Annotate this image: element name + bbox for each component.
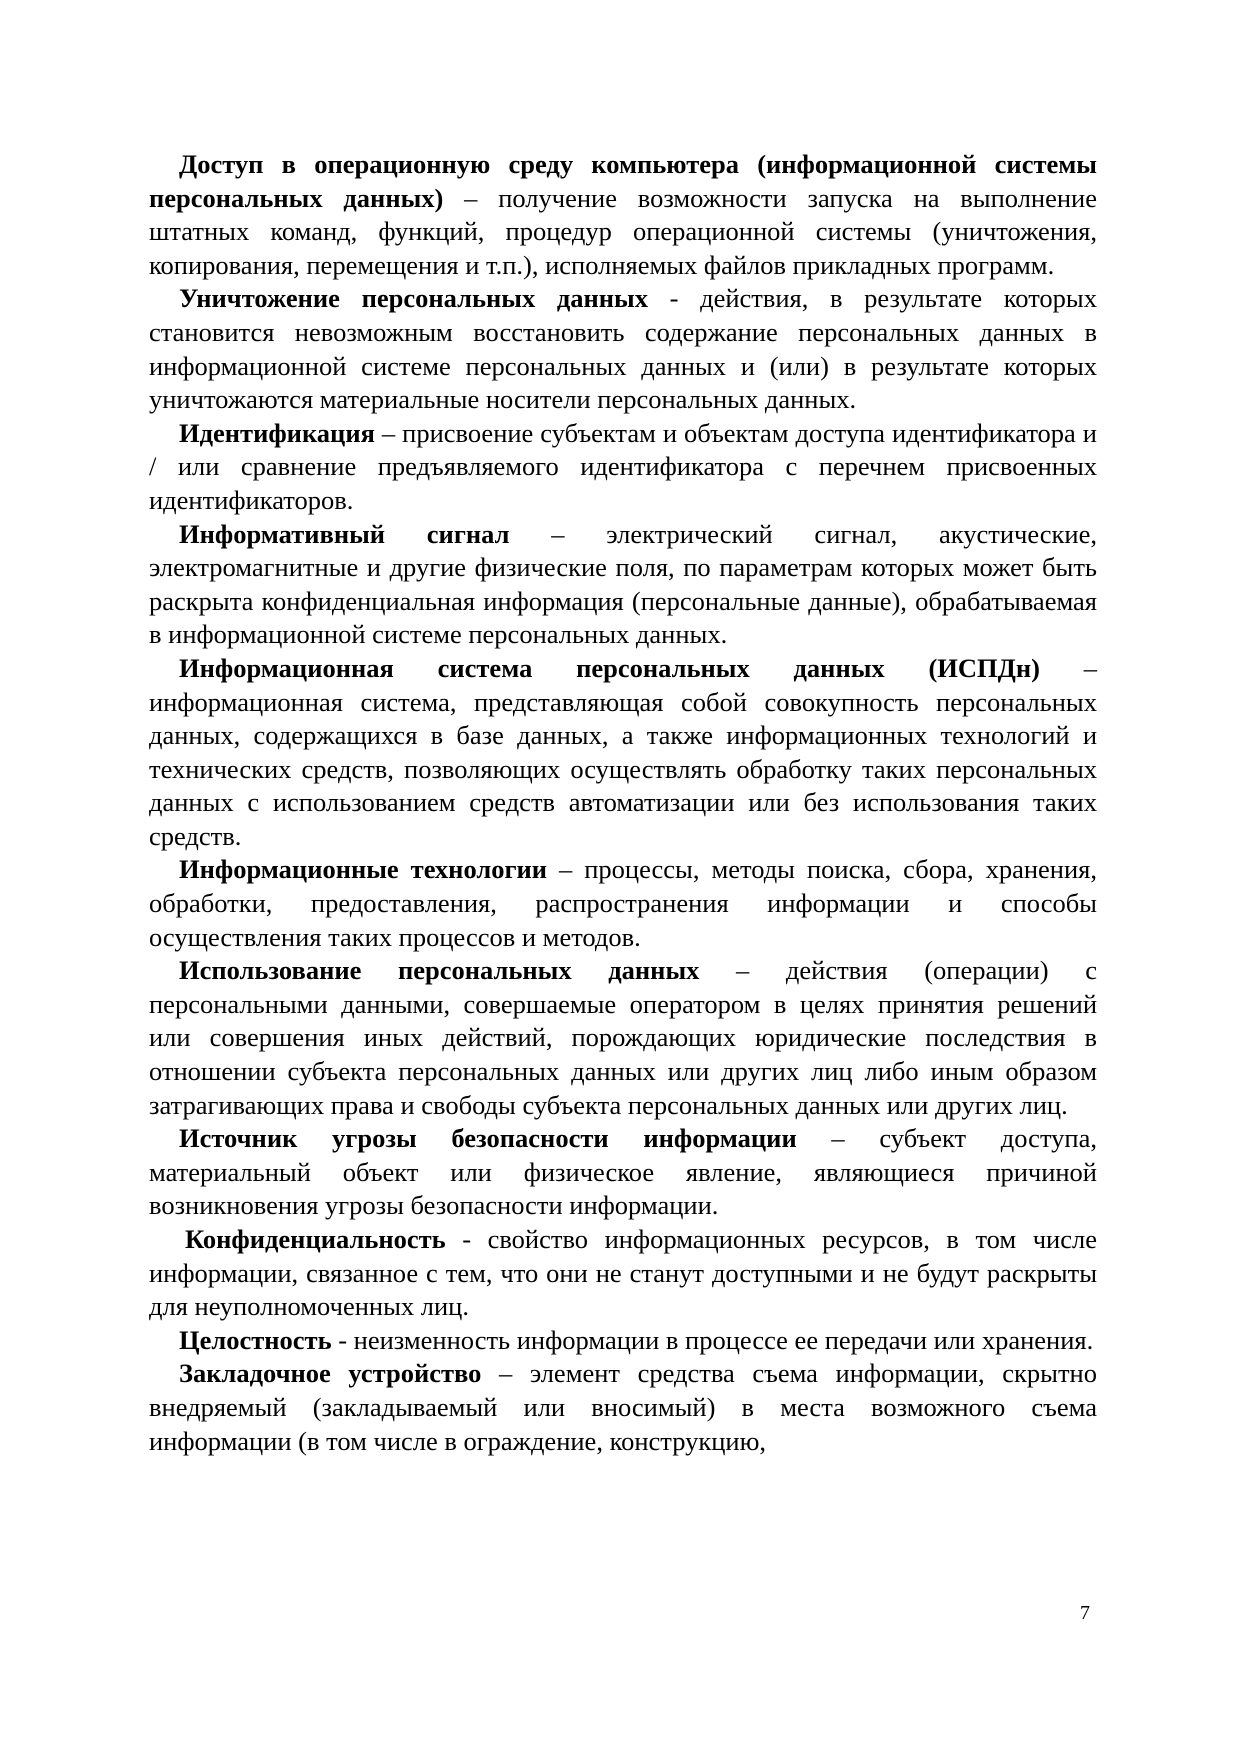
- definition-destruction: [149, 282, 1097, 416]
- term-identification: Идентификация: [179, 417, 375, 448]
- definition-threat-source: [149, 1122, 1097, 1223]
- definition-ispdn: [149, 652, 1097, 854]
- term-destruction: Уничтожение персональных данных: [179, 283, 648, 314]
- term-informative-signal: Информативный сигнал: [179, 518, 510, 549]
- term-confidentiality: Конфиденциальность: [185, 1224, 446, 1254]
- definition-text-data-usage: – действия (операции) с персональными данными, совершаемые оператором в целях принятия решений или совершения иных действий, порождающих юридические последствия в отношении субъекта персональных данных или других лиц либо иным образом затрагивающих права и свободы субъекта персональных данных или других лиц.: [149, 955, 1097, 1120]
- definition-integrity: [149, 1324, 1097, 1358]
- document-body: [149, 148, 1097, 1458]
- definition-text-access-os: – получение возможности запуска на выполнение штатных команд, функций, процедур операционной системы (уничтожения, копирования, перемещения и т.п.), исполняемых файлов прикладных программ.: [149, 182, 1097, 280]
- term-access-os: Доступ в операционную среду компьютера (информационной системы персональных данных): [149, 149, 1097, 213]
- term-threat-source: Источник угрозы безопасности информации: [179, 1123, 797, 1154]
- definition-access-os: [149, 148, 1097, 282]
- page-number: 7: [1080, 1602, 1090, 1624]
- definition-text-information-technologies: – процессы, методы поиска, сбора, хранения, обработки, предоставления, распространения информации и способы осуществления таких процессов и методов.: [149, 854, 1097, 952]
- definition-data-usage: [149, 954, 1097, 1122]
- term-information-technologies: Информационные технологии: [179, 854, 548, 885]
- definition-text-threat-source: – субъект доступа, материальный объект или физическое явление, являющиеся причиной возникновения угрозы безопасности информации.: [149, 1123, 1097, 1221]
- definition-embedded-device: [149, 1357, 1097, 1458]
- definition-informative-signal: [149, 518, 1097, 652]
- definition-information-technologies: [149, 853, 1097, 954]
- term-data-usage: Использование персональных данных: [179, 955, 700, 986]
- term-ispdn: Информационная система персональных данных (ИСПДн): [179, 652, 1040, 683]
- definition-text-embedded-device: – элемент средства съема информации, скрытно внедряемый (закладываемый или вносимый) в места возможного съема информации (в том числе в ограждение, конструкцию,: [149, 1358, 1097, 1456]
- definition-identification: [149, 417, 1097, 518]
- definition-text-ispdn: – информационная система, представляющая собой совокупность персональных данных, содержащихся в базе данных, а также информационных технологий и технических средств, позволяющих осуществлять обработку таких персональных данных с использованием средств автоматизации или без использования таких средств.: [149, 652, 1098, 851]
- definition-text-identification: – присвоение субъектам и объектам доступа идентификатора и / или сравнение предъявляемого идентификатора с перечнем присвоенных идентификаторов.: [149, 417, 1097, 515]
- definition-confidentiality: [149, 1223, 1097, 1324]
- term-embedded-device: Закладочное устройство: [179, 1358, 482, 1389]
- definition-text-destruction: - действия, в результате которых становится невозможным восстановить содержание персональных данных в информационной системе персональных данных и (или) в результате которых уничтожаются материальные носители персональных данных.: [149, 283, 1097, 415]
- definition-text-integrity: - неизменность информации в процессе ее передачи или хранения.: [331, 1324, 1094, 1355]
- term-integrity: Целостность: [179, 1324, 332, 1355]
- definition-text-informative-signal: – электрический сигнал, акустические, электромагнитные и другие физические поля, по параметрам которых может быть раскрыта конфиденциальная информация (персональные данные), обрабатываемая в информационной системе персональных данных.: [149, 518, 1097, 650]
- definition-text-confidentiality: - свойство информационных ресурсов, в том числе информации, связанное с тем, что они не станут доступными и не будут раскрыты для неуполномоченных лиц.: [149, 1224, 1097, 1322]
